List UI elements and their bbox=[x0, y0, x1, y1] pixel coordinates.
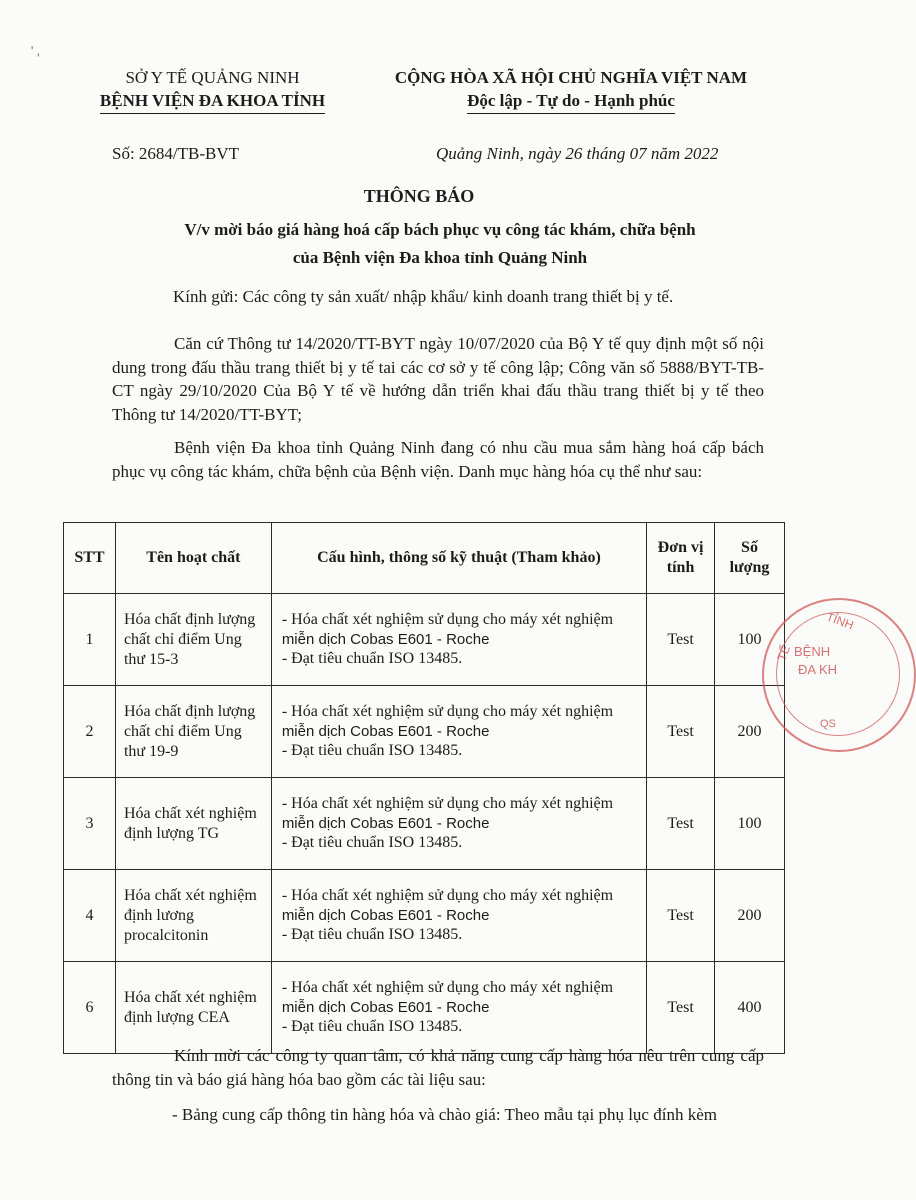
col-header-qty bbox=[715, 523, 785, 594]
document-number: Số: 2684/TB-BVT bbox=[112, 144, 240, 163]
row-stt: 6 bbox=[64, 962, 116, 1054]
row-qty: 200 bbox=[715, 870, 785, 962]
issuer-org bbox=[80, 89, 345, 114]
need-paragraph: Bệnh viện Đa khoa tỉnh Quảng Ninh đang có nhu cầu mua sắm hàng hoá cấp bách phục vụ công tác khám, chữa bệnh của Bệnh viện. Danh mục hàng hóa cụ thể như sau: bbox=[112, 438, 764, 481]
row-stt: 2 bbox=[64, 686, 116, 778]
seal-text-middle-2: ĐA KH bbox=[798, 662, 838, 677]
table-row bbox=[64, 686, 785, 778]
col-header-unit-line2: tính bbox=[666, 559, 695, 576]
recipient-line: Kính gửi: Các công ty sản xuất/ nhập khẩu/ kinh doanh trang thiết bị y tế. bbox=[173, 287, 674, 306]
row-name: Hóa chất xét nghiệm định lượng TG bbox=[115, 778, 271, 870]
row-spec-line: - Đạt tiêu chuẩn ISO 13485. bbox=[281, 1018, 463, 1035]
seal-inner-ring bbox=[776, 609, 900, 736]
row-spec-line: miễn dịch Cobas E601 - Roche bbox=[281, 631, 490, 648]
col-header-unit bbox=[647, 523, 715, 594]
place-date: Quảng Ninh, ngày 26 tháng 07 năm 2022 bbox=[436, 144, 719, 163]
row-stt: 3 bbox=[64, 778, 116, 870]
row-spec bbox=[271, 686, 646, 778]
national-header bbox=[376, 66, 766, 114]
row-qty: 400 bbox=[715, 962, 785, 1054]
seal-text-middle-1: BỆNH bbox=[794, 644, 831, 659]
subject-line-2: của Bệnh viện Đa khoa tỉnh Quảng Ninh bbox=[292, 248, 588, 267]
row-unit: Test bbox=[647, 962, 715, 1054]
issuer-parent-org: SỞ Y TẾ QUẢNG NINH bbox=[125, 68, 300, 87]
col-header-qty-line2: lượng bbox=[729, 559, 770, 576]
row-spec-line: - Hóa chất xét nghiệm sử dụng cho máy xét nghiệm bbox=[281, 795, 614, 812]
row-spec-line: - Đạt tiêu chuẩn ISO 13485. bbox=[281, 834, 463, 851]
table-row bbox=[64, 594, 785, 686]
official-seal bbox=[762, 598, 916, 752]
items-table bbox=[63, 522, 785, 1054]
requirement-item: - Bảng cung cấp thông tin hàng hóa và chào giá: Theo mẫu tại phụ lục đính kèm bbox=[172, 1105, 717, 1124]
row-spec bbox=[271, 870, 646, 962]
row-spec bbox=[271, 962, 646, 1054]
scan-marks: ' , bbox=[31, 44, 40, 58]
table-row bbox=[64, 962, 785, 1054]
row-spec-line: miễn dịch Cobas E601 - Roche bbox=[281, 815, 490, 832]
row-spec-line: miễn dịch Cobas E601 - Roche bbox=[281, 907, 490, 924]
row-spec bbox=[271, 778, 646, 870]
table-row bbox=[64, 870, 785, 962]
row-stt: 1 bbox=[64, 594, 116, 686]
col-header-unit-line1: Đơn vị bbox=[657, 539, 704, 556]
row-stt: 4 bbox=[64, 870, 116, 962]
row-spec-line: - Đạt tiêu chuẩn ISO 13485. bbox=[281, 742, 463, 759]
row-spec-line: - Đạt tiêu chuẩn ISO 13485. bbox=[281, 650, 463, 667]
invitation-paragraph: Kính mời các công ty quan tâm, có khả năng cung cấp hàng hóa nêu trên cung cấp thông tin và báo giá hàng hóa bao gồm các tài liệu sau: bbox=[112, 1046, 764, 1089]
row-qty: 100 bbox=[715, 594, 785, 686]
subject-line-1: V/v mời báo giá hàng hoá cấp bách phục vụ công tác khám, chữa bệnh bbox=[184, 220, 696, 239]
row-unit: Test bbox=[647, 870, 715, 962]
row-spec-line: miễn dịch Cobas E601 - Roche bbox=[281, 999, 490, 1016]
row-spec-line: miễn dịch Cobas E601 - Roche bbox=[281, 723, 490, 740]
row-qty: 100 bbox=[715, 778, 785, 870]
col-header-stt: STT bbox=[64, 523, 116, 594]
legal-basis-paragraph: Căn cứ Thông tư 14/2020/TT-BYT ngày 10/07/2020 của Bộ Y tế quy định một số nội dung trong đấu thầu trang thiết bị y tế tai các cơ sở y tế công lập; Công văn số 5888/BYT-TB-CT ngày 29/10/2020 Của Bộ Y tế về hướng dẫn triển khai đấu thầu trang thiết bị y tế theo Thông tư 14/2020/TT-BYT; bbox=[112, 334, 764, 424]
document-subject bbox=[100, 216, 780, 272]
col-header-spec: Cấu hình, thông số kỹ thuật (Tham khảo) bbox=[271, 523, 646, 594]
row-name: Hóa chất xét nghiệm định lượng CEA bbox=[115, 962, 271, 1054]
table-header-row bbox=[64, 523, 785, 594]
row-spec-line: - Hóa chất xét nghiệm sử dụng cho máy xét nghiệm bbox=[281, 703, 614, 720]
row-qty: 200 bbox=[715, 686, 785, 778]
seal-text-top: TỈNH bbox=[824, 609, 856, 633]
row-name: Hóa chất xét nghiệm định lương procalcitonin bbox=[115, 870, 271, 962]
issuer-block bbox=[80, 66, 345, 114]
motto-wrap bbox=[376, 89, 766, 114]
seal-text-bottom: QS bbox=[820, 718, 836, 730]
col-header-qty-line1: Số bbox=[741, 539, 758, 556]
country-name: CỘNG HÒA XÃ HỘI CHỦ NGHĨA VIỆT NAM bbox=[394, 68, 748, 87]
row-unit: Test bbox=[647, 778, 715, 870]
row-spec-line: - Đạt tiêu chuẩn ISO 13485. bbox=[281, 926, 463, 943]
row-spec-line: - Hóa chất xét nghiệm sử dụng cho máy xét nghiệm bbox=[281, 887, 614, 904]
row-unit: Test bbox=[647, 686, 715, 778]
row-spec-line: - Hóa chất xét nghiệm sử dụng cho máy xét nghiệm bbox=[281, 979, 614, 996]
national-motto: Độc lập - Tự do - Hạnh phúc bbox=[467, 89, 675, 114]
row-spec-line: - Hóa chất xét nghiệm sử dụng cho máy xét nghiệm bbox=[281, 611, 614, 628]
row-unit: Test bbox=[647, 594, 715, 686]
issuer-org-name: BỆNH VIỆN ĐA KHOA TỈNH bbox=[100, 89, 325, 114]
col-header-name: Tên hoạt chất bbox=[115, 523, 271, 594]
table-row bbox=[64, 778, 785, 870]
row-name: Hóa chất định lượng chất chỉ điểm Ung thư 19-9 bbox=[115, 686, 271, 778]
row-spec bbox=[271, 594, 646, 686]
seal-text-left: TẾ bbox=[774, 643, 793, 663]
row-name: Hóa chất định lượng chất chỉ điểm Ung thư 15-3 bbox=[115, 594, 271, 686]
document-title: THÔNG BÁO bbox=[363, 186, 475, 206]
